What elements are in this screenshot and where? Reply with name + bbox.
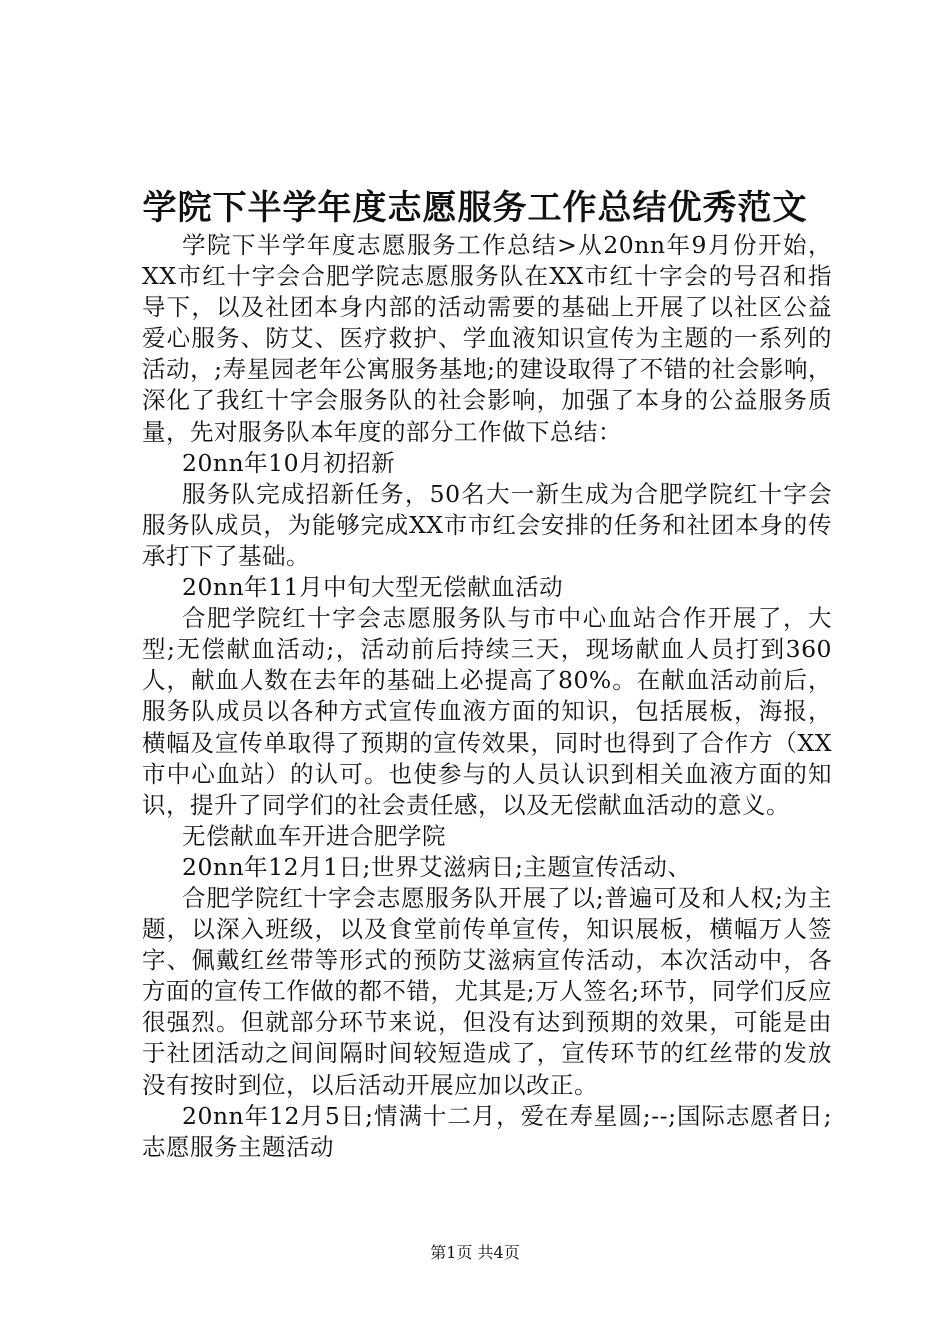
paragraph-heading-volunteer-day: 20nn年12月5日;情满十二月，爱在寿星圆;--;国际志愿者日;志愿服务主题活动 xyxy=(142,1101,832,1161)
paragraph-heading-blood-drive: 20nn年11月中旬大型无偿献血活动 xyxy=(182,573,564,602)
paragraph-intro: 学院下半学年度志愿服务工作总结>从20nn年9月份开始，XX市红十字会合肥学院志愿服务队在XX市红十字会的号召和指导下，以及社团本身内部的活动需要的基础上开展了以社区公益爱心服务、防艾、医疗救护、学血液知识宣传为主题的一系列的活动，;寿星园老年公寓服务基地;的建设取得了不错的社会影响，深化了我红十字会服务队的社会影响，加强了本身的公益服务质量，先对服务队本年度的部分工作做下总结： xyxy=(142,231,832,446)
page-number-footer: 第1页 共4页 xyxy=(430,1243,520,1262)
paragraph-blood-drive: 合肥学院红十字会志愿服务队与市中心血站合作开展了，大型;无偿献血活动;，活动前后持续三天，现场献血人员打到360人，献血人数在去年的基础上必提高了80%。在献血活动前后，服务队成员以各种方式宣传血液方面的知识，包括展板，海报，横幅及宣传单取得了预期的宣传效果，同时也得到了合作方（XX市中心血站）的认可。也使参与的人员认识到相关血液方面的知识，提升了同学们的社会责任感，以及无偿献血活动的意义。 xyxy=(142,604,832,819)
paragraph-heading-aids-day: 20nn年12月1日;世界艾滋病日;主题宣传活动、 xyxy=(182,852,692,881)
paragraph-heading-blood-bus: 无偿献血车开进合肥学院 xyxy=(182,821,446,850)
paragraph-aids-day: 合肥学院红十字会志愿服务队开展了以;普遍可及和人权;为主题，以深入班级，以及食堂前传单宣传，知识展板，横幅万人签字、佩戴红丝带等形式的预防艾滋病宣传活动，本次活动中，各方面的宣传工作做的都不错，尤其是;万人签名;环节，同学们反应很强烈。但就部分环节来说，但没有达到预期的效果，可能是由于社团活动之间间隔时间较短造成了，宣传环节的红丝带的发放没有按时到位，以后活动开展应加以改正。 xyxy=(142,883,832,1099)
paragraph-recruit: 服务队完成招新任务，50名大一新生成为合肥学院红十字会服务队成员，为能够完成XX市市红会安排的任务和社团本身的传承打下了基础。 xyxy=(142,479,832,570)
document-title: 学院下半学年度志愿服务工作总结优秀范文 xyxy=(142,188,808,228)
paragraph-heading-recruit: 20nn年10月初招新 xyxy=(182,448,396,477)
document-body xyxy=(142,230,832,1163)
